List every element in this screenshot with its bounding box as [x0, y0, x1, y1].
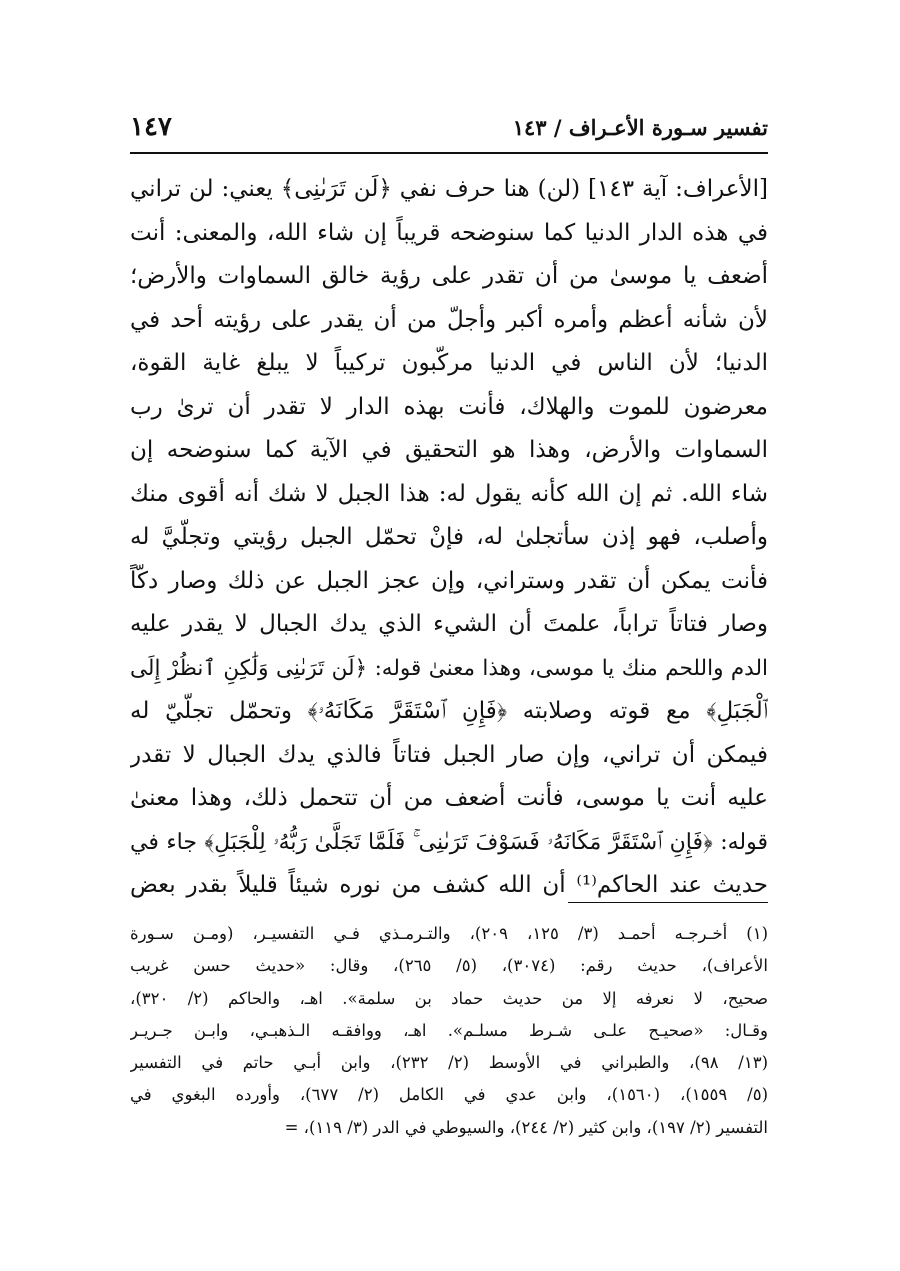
footnote-line: (٥/ ١٥٥٩)، (١٥٦٠)، وابن عدي في الكامل (٢/ ٦٧٧)، وأورده البغوي في — [130, 1085, 768, 1105]
text-line: [الأعراف: آية ١٤٣] (لن) هنا حرف نفي ﴿لَن تَرَىٰنِى﴾ يعني: لن تراني — [130, 176, 768, 202]
text-line: وصار فتاتاً تراباً، علمتَ أن الشيء الذي يدك الجبال لا يقدر عليه — [130, 611, 768, 637]
text-line: قوله: ﴿فَإِنِ ٱسْتَقَرَّ مَكَانَهُۥ فَسَوْفَ تَرَىٰنِى ۚ فَلَمَّا تَجَلَّىٰ رَبُّهُۥ لِلْجَبَلِ﴾ جاء في — [130, 829, 768, 855]
text-line: فيمكن أن تراني، وإن صار الجبل فتاتاً فالذي يدك الجبال لا تقدر — [130, 741, 768, 768]
text-line: عليه أنت يا موسى، فأنت أضعف من أن تتحمل ذلك، وهذا معنىٰ — [130, 785, 768, 811]
text-line: معرضون للموت والهلاك، فأنت بهذه الدار لا تقدر أن ترىٰ رب — [130, 393, 768, 420]
footnote-divider — [568, 902, 768, 903]
text-line: فأنت يمكن أن تقدر وستراني، وإن عجز الجبل عن ذلك وصار دكّاً — [130, 567, 768, 594]
text-line: شاء الله. ثم إن الله كأنه يقول له: هذا الجبل لا شك أنه أقوى منك — [130, 480, 768, 507]
footnote-line: (١٣/ ٩٨)، والطبراني في الأوسط (٢/ ٢٣٢)، وابن أبـي حاتم في التفسير — [130, 1053, 768, 1073]
footnote-line: التفسير (٢/ ١٩٧)، وابن كثير (٢/ ٢٤٤)، والسيوطي في الدر (٣/ ١١٩)، = — [284, 1117, 768, 1137]
text-line: الدم واللحم منك يا موسى، وهذا معنىٰ قوله: ﴿لَن تَرَىٰنِى وَلَٰكِنِ ٱنظُرْ إِلَى — [130, 655, 768, 681]
running-head: تفسير سـورة الأعـراف / ١٤٣ — [512, 115, 768, 140]
footnote-line: صحيح، لا نعرفه إلا من حديث حماد بن سلمة». اهـ، والحاكم (٢/ ٣٢٠)، — [130, 988, 768, 1008]
page-number: ١٤٧ — [130, 112, 172, 142]
footnotes — [130, 918, 768, 1144]
text-line: في هذه الدار الدنيا كما سنوضحه قريباً إن شاء الله، والمعنى: أنت — [130, 219, 768, 246]
footnote-line: وقـال: «صحيـح علـى شـرط مسلـم». اهـ، ووافقـه الـذهبـي، وابـن جـريـر — [130, 1020, 768, 1040]
text-line: حديث عند الحاكم⁽¹⁾ أن الله كشف من نوره شيئاً قليلاً بقدر بعض — [130, 872, 768, 898]
header-divider — [130, 152, 768, 154]
text-line: ٱلْجَبَلِ﴾ مع قوته وصلابته ﴿فَإِنِ ٱسْتَقَرَّ مَكَانَهُۥ﴾ وتحمّل تجلّيّ له — [130, 698, 768, 724]
text-line: وأصلب، فهو إذن سأتجلىٰ له، فإنْ تحمّل الجبل رؤيتي وتجلّيَّ له — [130, 524, 768, 550]
text-line: لأن شأنه أعظم وأمره أكبر وأجلّ من أن يقدر على رؤيته أحد في — [130, 306, 768, 333]
footnote-line: الأعراف)، حديث رقم: (٣٠٧٤)، (٥/ ٢٦٥)، وقال: «حديث حسن غريب — [130, 956, 768, 976]
text-line: الدنيا؛ لأن الناس في الدنيا مركّبون تركيباً لا يبلغ غاية القوة، — [130, 350, 768, 376]
footnote-line: (١) أخـرجـه أحمـد (٣/ ١٢٥، ٢٠٩)، والتـرمـذي فـي التفسيـر، (ومـن سـورة — [130, 924, 768, 943]
text-line: أضعف يا موسىٰ من أن تقدر على رؤية خالق السماوات والأرض؛ — [130, 263, 768, 289]
page-header — [130, 112, 768, 148]
main-text — [130, 168, 768, 908]
text-line: السماوات والأرض، وهذا هو التحقيق في الآية كما سنوضحه إن — [130, 437, 768, 463]
